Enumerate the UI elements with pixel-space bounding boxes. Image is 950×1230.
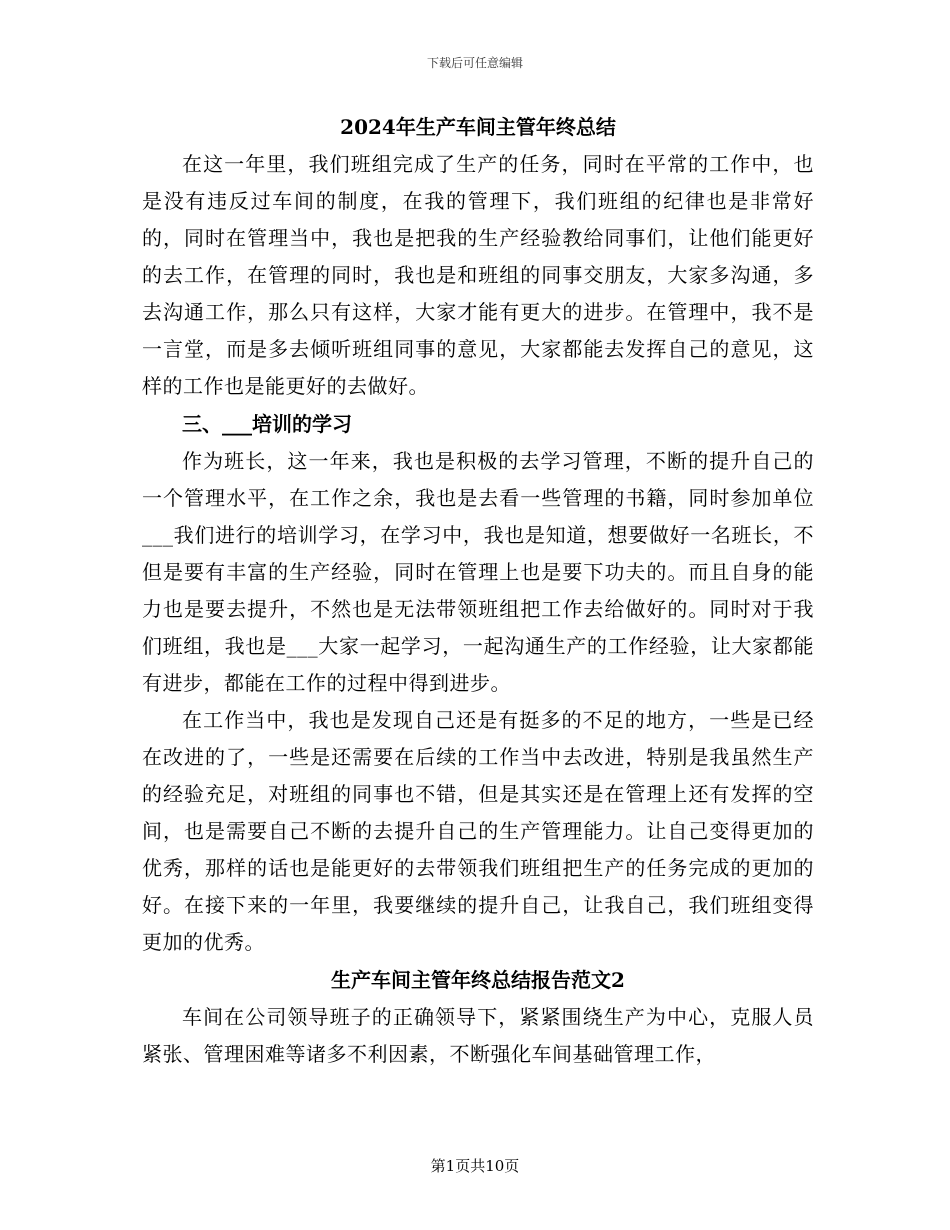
document-title-2: 生产车间主管年终总结报告范文2 [331, 968, 625, 992]
paragraph-1: 在这一年里，我们班组完成了生产的任务，同时在平常的工作中，也是没有违反过车间的制度，在我的管理下，我们班组的纪律也是非常好的，同时在管理当中，我也是把我的生产经验教给同事们，让他们能更好的去工作，在管理的同时，我也是和班组的同事交朋友，大家多沟通，多去沟通工作，那么只有这样，大家才能有更大的进步。在管理中，我不是一言堂，而是多去倾听班组同事的意见，大家都能去发挥自己的意见，这样的工作也是能更好的去做好。 [142, 152, 814, 398]
document-title: 2024年生产车间主管年终总结 [340, 115, 616, 139]
paragraph-3: 在工作当中，我也是发现自己还是有挺多的不足的地方，一些是已经在改进的了，一些是还需要在后续的工作当中去改进，特别是我虽然生产的经验充足，对班组的同事也不错，但是其实还是在管理上还有发挥的空间，也是需要自己不断的去提升自己的生产管理能力。让自己变得更加的优秀，那样的话也是能更好的去带领我们班组把生产的任务完成的更加的好。在接下来的一年里，我要继续的提升自己，让我自己，我们班组变得更加的优秀。 [142, 708, 814, 954]
header-note: 下载后可任意编辑 [426, 56, 523, 70]
page-footer: 第1页共10页 [430, 1157, 520, 1175]
document-body [142, 108, 814, 1073]
paragraph-4: 车间在公司领导班子的正确领导下，紧紧围绕生产为中心，克服人员紧张、管理困难等诸多不利因素，不断强化车间基础管理工作， [142, 1005, 814, 1066]
section-heading-training: 三、___培训的学习 [182, 412, 352, 436]
paragraph-2: 作为班长，这一年来，我也是积极的去学习管理，不断的提升自己的一个管理水平，在工作之余，我也是去看一些管理的书籍，同时参加单位___我们进行的培训学习，在学习中，我也是知道，想要做好一名班长，不但是要有丰富的生产经验，同时在管理上也是要下功夫的。而且自身的能力也是要去提升，不然也是无法带领班组把工作去给做好的。同时对于我们班组，我也是___大家一起学习，一起沟通生产的工作经验，让大家都能有进步，都能在工作的过程中得到进步。 [142, 449, 814, 695]
